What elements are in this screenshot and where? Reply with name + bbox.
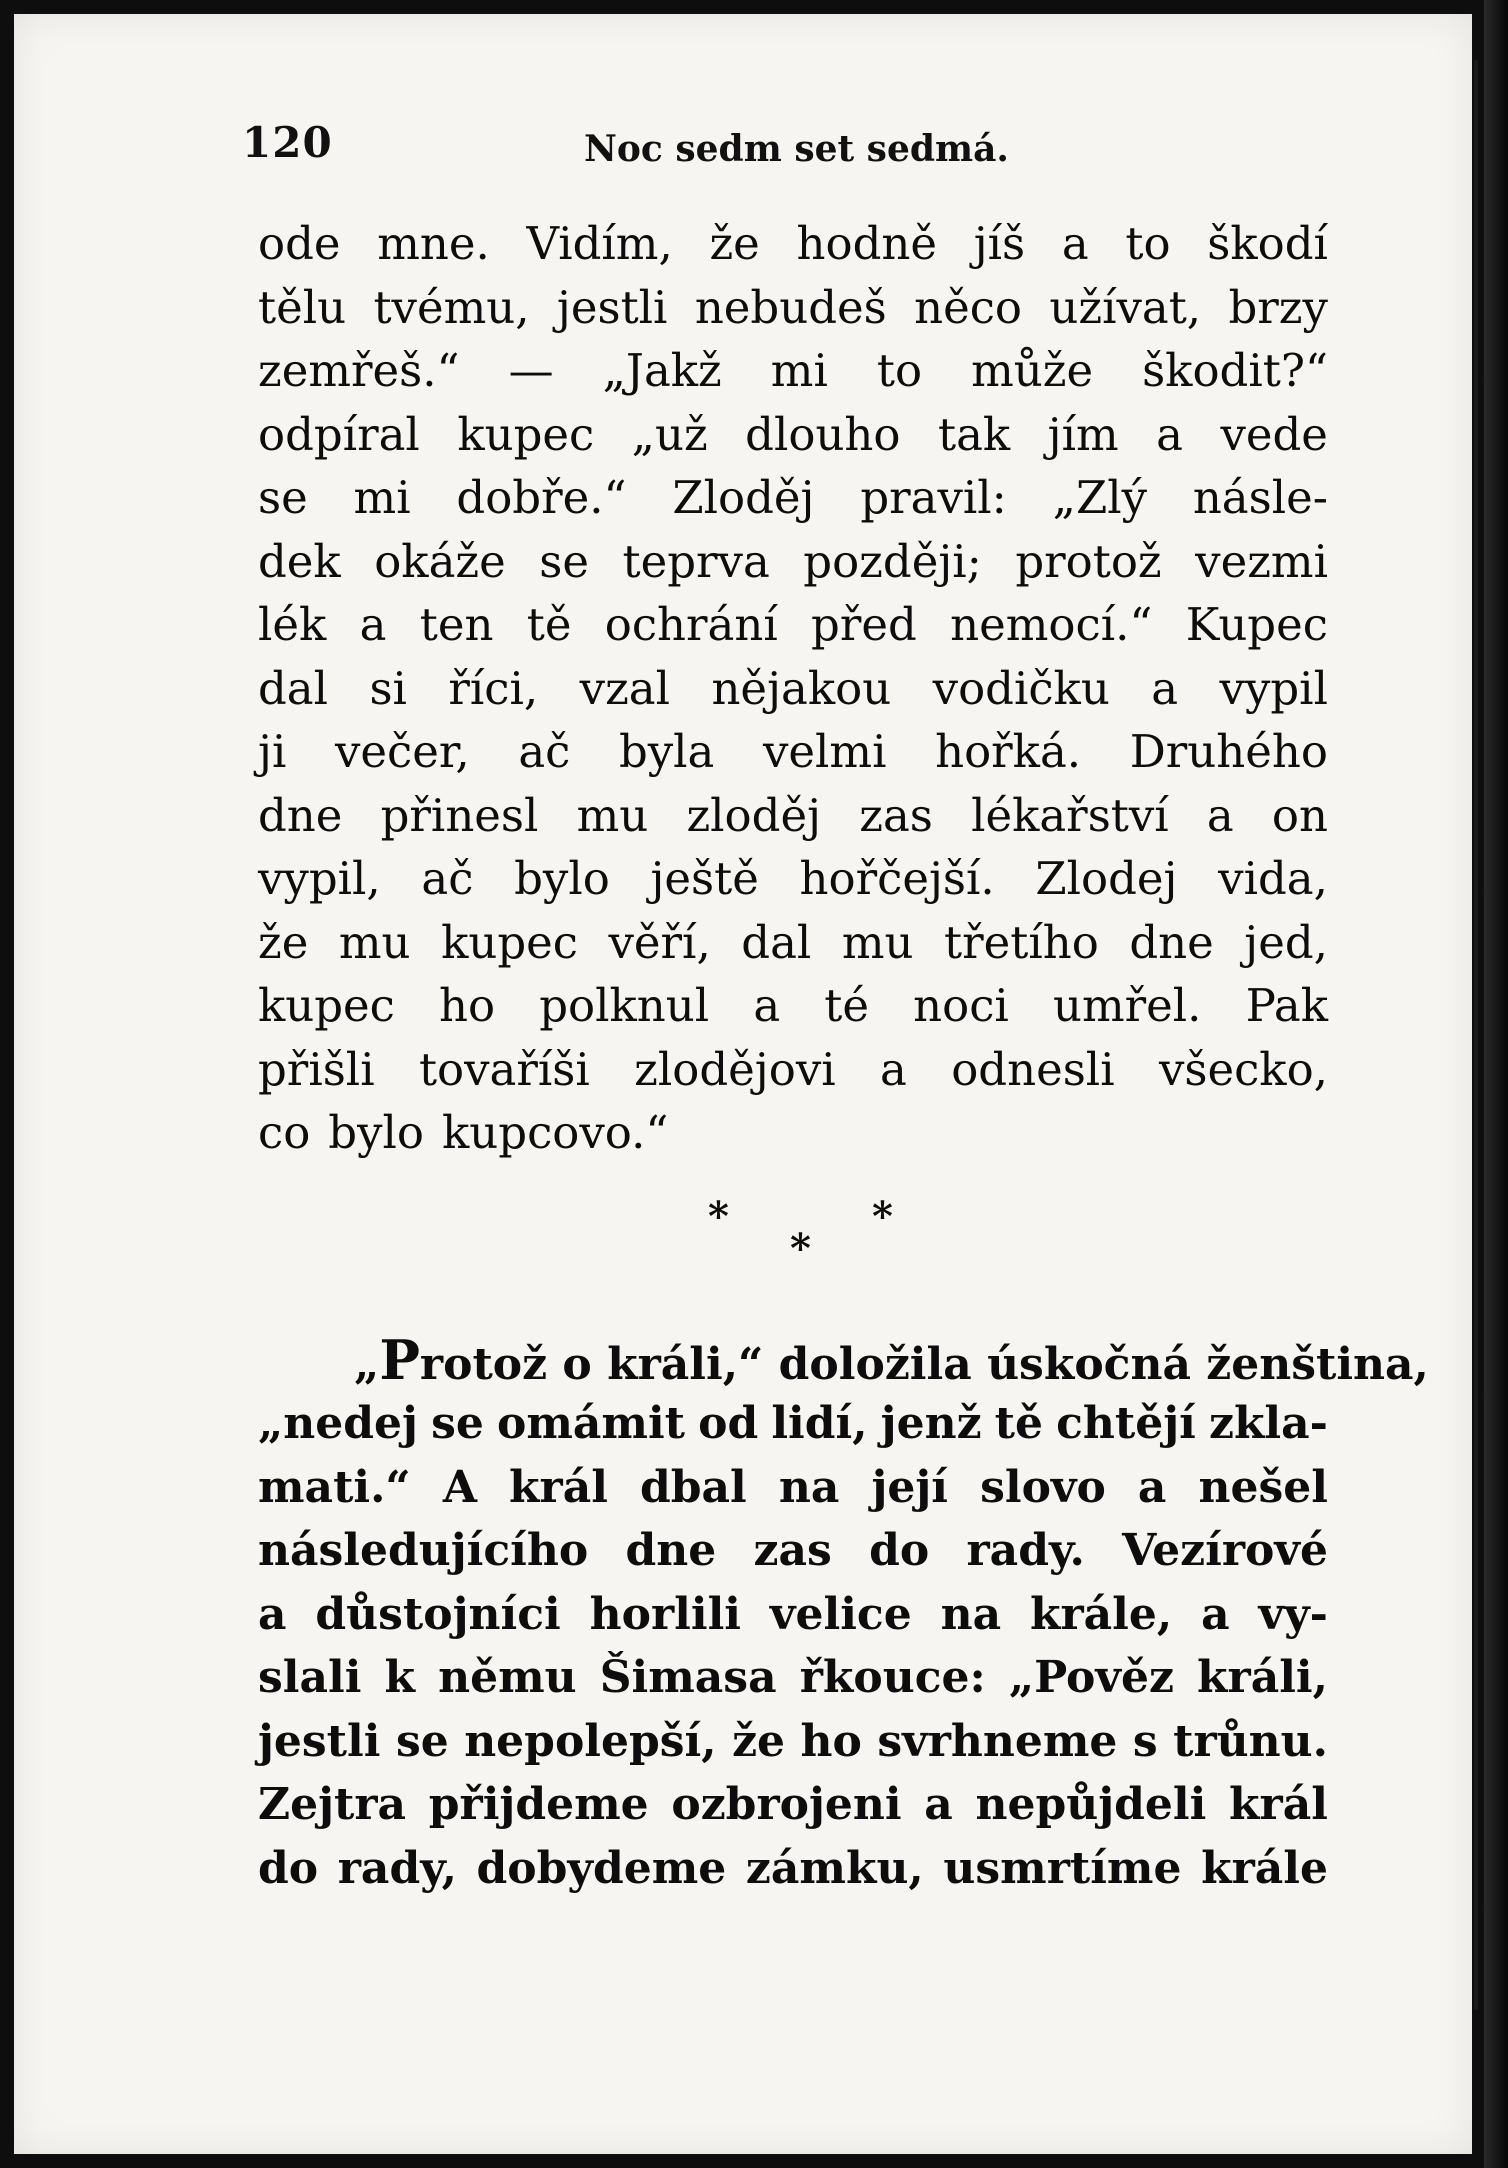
word: slovo bbox=[980, 1461, 1106, 1513]
word: dbal bbox=[640, 1461, 747, 1513]
word: zemřeš.“ bbox=[258, 344, 460, 397]
word: tě bbox=[994, 1398, 1043, 1449]
text-line bbox=[258, 911, 1328, 975]
word: lékařství bbox=[971, 788, 1169, 842]
word: násle- bbox=[1192, 471, 1328, 524]
word: ten bbox=[419, 598, 494, 651]
word: odnesli bbox=[951, 1042, 1115, 1096]
text-line bbox=[258, 1456, 1328, 1520]
word: od bbox=[698, 1398, 759, 1449]
word: jed, bbox=[1244, 915, 1328, 969]
word: Zejtra bbox=[258, 1779, 407, 1830]
word: si bbox=[369, 661, 407, 715]
word: dne bbox=[258, 788, 343, 842]
text-line bbox=[258, 212, 1328, 276]
word: král bbox=[1229, 1779, 1328, 1830]
word: zas bbox=[859, 788, 933, 842]
text-line bbox=[258, 1646, 1328, 1710]
word: s bbox=[1132, 1715, 1158, 1767]
separator-star: * bbox=[708, 1192, 729, 1240]
word: škodit?“ bbox=[1142, 344, 1328, 397]
word: polknul bbox=[539, 979, 710, 1032]
word: té bbox=[824, 979, 870, 1032]
word: usmrtíme bbox=[943, 1842, 1182, 1894]
word: a bbox=[258, 1588, 287, 1640]
word: nepůjdeli bbox=[975, 1779, 1207, 1830]
word: vida, bbox=[1218, 852, 1328, 905]
word: na bbox=[778, 1461, 840, 1513]
word: ho bbox=[800, 1715, 862, 1767]
word: že bbox=[709, 217, 760, 270]
body-text bbox=[258, 212, 1429, 1900]
word: všecko, bbox=[1158, 1042, 1328, 1096]
word: brzy bbox=[1228, 280, 1328, 334]
word: kupec bbox=[441, 915, 578, 969]
word: vzal bbox=[579, 661, 671, 715]
word: vede bbox=[1220, 407, 1328, 461]
word: důstojníci bbox=[315, 1588, 561, 1640]
word: okáže bbox=[374, 534, 506, 588]
word: co bbox=[258, 1106, 311, 1159]
word: nebudeš bbox=[694, 280, 887, 334]
word: a bbox=[1137, 1461, 1167, 1513]
word: dne bbox=[625, 1525, 717, 1576]
word: a bbox=[1151, 661, 1179, 715]
word: chtějí bbox=[1056, 1398, 1196, 1449]
word: „nedej bbox=[258, 1398, 418, 1449]
word: vypil bbox=[1219, 661, 1328, 715]
word: nešel bbox=[1198, 1461, 1328, 1513]
word: užívat, bbox=[1049, 280, 1202, 334]
first-line-text bbox=[354, 1329, 1429, 1393]
word: před bbox=[811, 598, 917, 651]
word: mu bbox=[576, 788, 649, 842]
word: věří, bbox=[608, 915, 711, 969]
text-line bbox=[258, 1519, 1328, 1583]
word: k bbox=[384, 1652, 416, 1703]
word: kupcovo.“ bbox=[442, 1106, 669, 1159]
word: dlouho bbox=[745, 407, 901, 461]
text-line bbox=[258, 784, 1328, 848]
word: dal bbox=[258, 661, 329, 715]
word: umřel. bbox=[1052, 979, 1202, 1032]
page-header bbox=[242, 118, 1332, 178]
text-line bbox=[258, 339, 1328, 403]
word: Druhého bbox=[1129, 725, 1328, 778]
word: že bbox=[732, 1715, 786, 1767]
word: omámit bbox=[496, 1398, 685, 1449]
word: odpíral bbox=[258, 407, 420, 461]
separator-star: * bbox=[872, 1192, 893, 1240]
word: a bbox=[924, 1779, 953, 1830]
word: Vidím, bbox=[526, 217, 673, 270]
word: teprva bbox=[622, 534, 770, 588]
word: dal bbox=[741, 915, 812, 969]
word: on bbox=[1271, 788, 1328, 842]
word: ji bbox=[258, 725, 287, 778]
page-edge-line bbox=[1474, 60, 1478, 2010]
text-line bbox=[258, 1773, 1328, 1837]
word: říci, bbox=[448, 661, 539, 715]
word: kupec bbox=[258, 979, 395, 1032]
word: pravil: bbox=[860, 471, 1007, 524]
text-line bbox=[258, 974, 1328, 1038]
word: a bbox=[1156, 407, 1183, 461]
word: může bbox=[971, 344, 1094, 397]
word: ochrání bbox=[604, 598, 778, 651]
word: a bbox=[1061, 217, 1089, 270]
word: mne. bbox=[377, 217, 490, 270]
word: Vezírové bbox=[1122, 1525, 1328, 1576]
word: bylo bbox=[514, 852, 610, 905]
word: bylo bbox=[328, 1106, 425, 1159]
word: jenž bbox=[880, 1398, 982, 1449]
word: zas bbox=[753, 1525, 832, 1576]
paragraph-1 bbox=[258, 212, 1328, 1165]
word: vypil, bbox=[258, 852, 381, 905]
word: hodně bbox=[796, 217, 937, 270]
word: se bbox=[431, 1398, 484, 1449]
word: dobře.“ bbox=[456, 471, 627, 524]
word: to bbox=[876, 344, 923, 397]
word: vezmi bbox=[1195, 534, 1328, 588]
word: trůnu. bbox=[1173, 1715, 1328, 1767]
word: mi bbox=[770, 344, 828, 397]
word: Zloděj bbox=[672, 471, 815, 524]
word: lidí, bbox=[771, 1398, 868, 1449]
text-line bbox=[258, 530, 1328, 594]
word: zloděj bbox=[686, 788, 822, 842]
word: mi bbox=[353, 471, 411, 524]
text-line bbox=[258, 1583, 1328, 1647]
word: škodí bbox=[1207, 217, 1328, 270]
word: a bbox=[880, 1042, 907, 1096]
word: velmi bbox=[762, 725, 887, 778]
word: ač bbox=[421, 852, 474, 905]
word: a bbox=[359, 598, 387, 651]
word: dek bbox=[258, 534, 341, 588]
word: tvému, bbox=[373, 280, 530, 334]
text-line bbox=[258, 593, 1328, 657]
opening-quote: „ bbox=[354, 1338, 380, 1390]
word: nějakou bbox=[711, 661, 892, 715]
word: velice bbox=[769, 1588, 912, 1640]
word: protož bbox=[1015, 534, 1162, 588]
binding-edge bbox=[1484, 0, 1508, 2168]
word: nemocí.“ bbox=[950, 598, 1153, 651]
word: noci bbox=[913, 979, 1009, 1032]
word: A bbox=[442, 1461, 477, 1513]
word: se bbox=[395, 1715, 449, 1767]
running-head: Noc sedm set sedmá. bbox=[584, 128, 1009, 170]
drop-capital: P bbox=[379, 1327, 420, 1392]
word: dne bbox=[1129, 915, 1214, 969]
word: později; bbox=[803, 534, 982, 588]
word: večer, bbox=[334, 725, 470, 778]
word: třetího bbox=[944, 915, 1099, 969]
word: zlodějovi bbox=[634, 1042, 836, 1096]
word: lék bbox=[258, 598, 327, 651]
word: — bbox=[508, 344, 554, 397]
word: horlili bbox=[589, 1588, 742, 1640]
word: se bbox=[258, 471, 308, 524]
word: nepolepší, bbox=[464, 1715, 717, 1767]
word: tovaříši bbox=[418, 1042, 590, 1096]
word: mu bbox=[841, 915, 914, 969]
word: do bbox=[258, 1842, 319, 1894]
word: krále, bbox=[1029, 1588, 1173, 1640]
text-line bbox=[258, 657, 1328, 721]
word: byla bbox=[618, 725, 715, 778]
word: přinesl bbox=[380, 788, 539, 842]
word: přišli bbox=[258, 1042, 375, 1096]
word: němu bbox=[438, 1652, 577, 1703]
text-line bbox=[258, 276, 1328, 340]
word: a bbox=[753, 979, 781, 1032]
page-number: 120 bbox=[242, 118, 333, 167]
word: rady, bbox=[337, 1842, 457, 1894]
word: zámku, bbox=[745, 1842, 924, 1894]
text-line bbox=[258, 1837, 1328, 1901]
word: krále bbox=[1201, 1842, 1328, 1894]
word: jestli bbox=[258, 1715, 381, 1767]
word: ač bbox=[518, 725, 571, 778]
text-line bbox=[258, 1101, 1328, 1165]
word: tělu bbox=[258, 280, 347, 334]
word: Kupec bbox=[1185, 598, 1328, 651]
word: dobydeme bbox=[476, 1842, 727, 1894]
word: vy- bbox=[1258, 1588, 1328, 1640]
word: ode bbox=[258, 217, 341, 270]
first-line-rest: rotož o králi,“ doložila úskočná ženština, bbox=[419, 1338, 1429, 1390]
word: králi, bbox=[1197, 1652, 1328, 1703]
section-separator bbox=[258, 1185, 1328, 1315]
word: „Jakž bbox=[602, 344, 722, 397]
word: rady. bbox=[966, 1525, 1085, 1576]
text-line bbox=[258, 403, 1328, 467]
word: ještě bbox=[650, 852, 759, 905]
word: král bbox=[509, 1461, 608, 1513]
word: vodičku bbox=[932, 661, 1110, 715]
word: Pak bbox=[1245, 979, 1328, 1032]
word: jím bbox=[1047, 407, 1119, 461]
paragraph-2-first-line bbox=[258, 1327, 1429, 1393]
word: Šimasa bbox=[599, 1652, 777, 1703]
word: přijdeme bbox=[428, 1779, 649, 1830]
word: zkla- bbox=[1208, 1398, 1328, 1449]
text-line bbox=[258, 720, 1328, 784]
word: řkouce: bbox=[799, 1652, 986, 1703]
text-line bbox=[258, 1038, 1328, 1102]
word: něco bbox=[914, 280, 1023, 334]
word: hořčejší. bbox=[799, 852, 995, 905]
word: kupec bbox=[457, 407, 595, 461]
word: slali bbox=[258, 1652, 362, 1703]
word: a bbox=[1206, 788, 1234, 842]
word: její bbox=[871, 1461, 948, 1513]
word: svrhneme bbox=[877, 1715, 1118, 1767]
word: do bbox=[869, 1525, 930, 1576]
word: Zlodej bbox=[1035, 852, 1178, 905]
text-line bbox=[258, 466, 1328, 530]
word: jíš bbox=[973, 217, 1026, 270]
word: ozbrojeni bbox=[671, 1779, 902, 1830]
word: následujícího bbox=[258, 1525, 589, 1576]
word: tě bbox=[526, 598, 572, 651]
separator-star: * bbox=[790, 1224, 811, 1272]
word: na bbox=[940, 1588, 1002, 1640]
word: jestli bbox=[556, 280, 668, 334]
word: „Pověz bbox=[1008, 1652, 1174, 1703]
text-line bbox=[258, 847, 1328, 911]
word: že bbox=[258, 915, 309, 969]
word: hořká. bbox=[935, 725, 1082, 778]
text-line bbox=[258, 1392, 1328, 1456]
word: to bbox=[1125, 217, 1171, 270]
word: mati.“ bbox=[258, 1461, 411, 1513]
word: „Zlý bbox=[1052, 471, 1148, 524]
word: ho bbox=[439, 979, 496, 1032]
word: a bbox=[1201, 1588, 1230, 1640]
word: tak bbox=[937, 407, 1011, 461]
paragraph-2 bbox=[258, 1327, 1429, 1901]
word: „už bbox=[631, 407, 708, 461]
text-line bbox=[258, 1710, 1328, 1774]
word: mu bbox=[338, 915, 411, 969]
word: se bbox=[539, 534, 589, 588]
